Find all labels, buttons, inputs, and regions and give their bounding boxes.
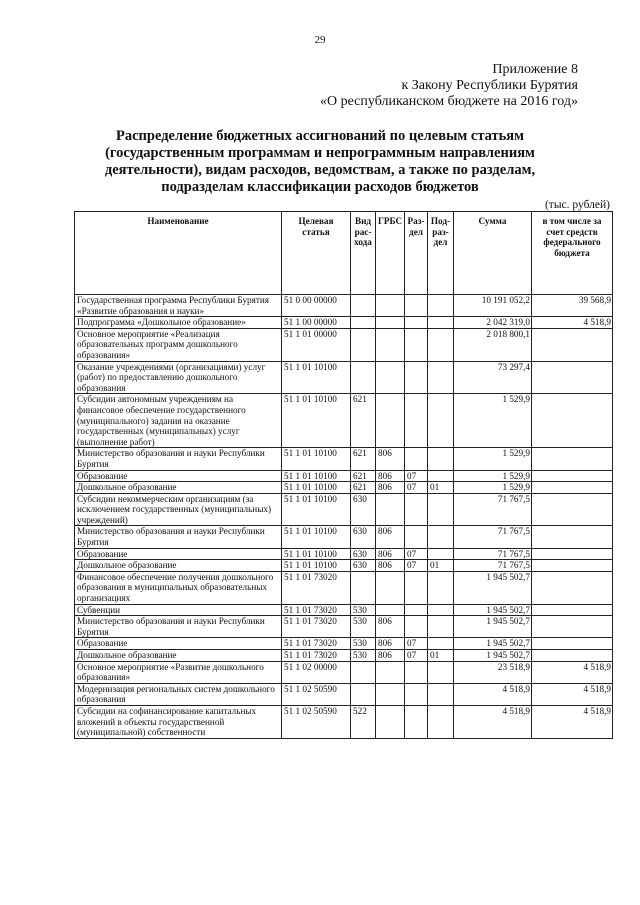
cell-subsection: [428, 328, 454, 361]
cell-grbs: 806: [376, 482, 405, 494]
cell-expense-type: 630: [351, 526, 376, 548]
cell-section: 07: [405, 482, 428, 494]
cell-section: [405, 604, 428, 616]
table-row: [75, 683, 613, 705]
col-header-section: Раз-дел: [405, 212, 428, 295]
cell-target: 51 1 02 50590: [282, 683, 351, 705]
cell-section: [405, 571, 428, 604]
cell-subsection: [428, 526, 454, 548]
cell-sum: 71 767,5: [454, 526, 532, 548]
cell-target: 51 1 01 10100: [282, 526, 351, 548]
cell-grbs: 806: [376, 616, 405, 638]
cell-expense-type: 630: [351, 548, 376, 560]
cell-federal: [532, 482, 613, 494]
cell-sum: 10 191 052,2: [454, 295, 532, 317]
cell-section: 07: [405, 650, 428, 662]
cell-sum: 1 945 502,7: [454, 571, 532, 604]
cell-subsection: 01: [428, 650, 454, 662]
table-row: [75, 361, 613, 394]
cell-federal: 4 518,9: [532, 705, 613, 738]
cell-target: 51 1 01 73020: [282, 650, 351, 662]
cell-section: [405, 661, 428, 683]
table-row: [75, 295, 613, 317]
cell-name: Дошкольное образование: [75, 650, 282, 662]
cell-section: [405, 448, 428, 470]
cell-name: Субсидии на софинансирование капитальных вложений в объекты государственной (муниципальной) собственности: [75, 705, 282, 738]
cell-name: Министерство образования и науки Республики Бурятия: [75, 616, 282, 638]
cell-grbs: [376, 328, 405, 361]
cell-grbs: [376, 571, 405, 604]
table-row: [75, 571, 613, 604]
cell-target: 51 1 01 10100: [282, 548, 351, 560]
cell-federal: [532, 361, 613, 394]
cell-name: Основное мероприятие «Развитие дошкольного образования»: [75, 661, 282, 683]
cell-subsection: 01: [428, 560, 454, 572]
cell-federal: [532, 560, 613, 572]
cell-expense-type: [351, 317, 376, 329]
cell-federal: [532, 493, 613, 526]
col-header-federal: в том числе за счет средств федерального бюджета: [532, 212, 613, 295]
cell-federal: 4 518,9: [532, 661, 613, 683]
table-row: [75, 604, 613, 616]
cell-section: [405, 328, 428, 361]
table-row: [75, 560, 613, 572]
document-title: Распределение бюджетных ассигнований по целевым статьям (государственным программам и непрограммным направлениям деятельности), видам расходов, ведомствам, а также по разделам, подразделам классификации расходов бюджетов: [104, 128, 536, 195]
cell-grbs: [376, 604, 405, 616]
cell-subsection: [428, 705, 454, 738]
cell-grbs: 806: [376, 470, 405, 482]
cell-sum: 23 518,9: [454, 661, 532, 683]
cell-sum: 4 518,9: [454, 683, 532, 705]
cell-sum: 1 945 502,7: [454, 650, 532, 662]
cell-subsection: [428, 493, 454, 526]
cell-federal: 4 518,9: [532, 683, 613, 705]
cell-federal: 4 518,9: [532, 317, 613, 329]
cell-name: Субсидии автономным учреждениям на финансовое обеспечение государственного (муниципального) задания на оказание государственных (муниципальных) услуг (выполнение работ): [75, 394, 282, 448]
cell-target: 51 1 01 10100: [282, 560, 351, 572]
table-row: [75, 650, 613, 662]
cell-target: 51 1 01 73020: [282, 571, 351, 604]
cell-federal: [532, 328, 613, 361]
appendix-line-1: Приложение 8: [492, 62, 578, 77]
appendix-line-3: «О республиканском бюджете на 2016 год»: [320, 94, 578, 109]
cell-section: 07: [405, 470, 428, 482]
cell-sum: 1 529,9: [454, 470, 532, 482]
cell-expense-type: 530: [351, 604, 376, 616]
cell-federal: [532, 394, 613, 448]
page-number: 29: [314, 34, 326, 46]
cell-target: 51 1 02 50590: [282, 705, 351, 738]
cell-federal: [532, 470, 613, 482]
col-header-sum: Сумма: [454, 212, 532, 295]
cell-sum: 1 945 502,7: [454, 604, 532, 616]
cell-expense-type: 621: [351, 470, 376, 482]
col-header-grbs: ГРБС: [376, 212, 405, 295]
cell-expense-type: [351, 661, 376, 683]
cell-sum: 1 529,9: [454, 394, 532, 448]
cell-subsection: [428, 361, 454, 394]
table-row: [75, 548, 613, 560]
cell-subsection: 01: [428, 482, 454, 494]
cell-section: [405, 683, 428, 705]
cell-name: Образование: [75, 470, 282, 482]
cell-name: Государственная программа Республики Бурятия «Развитие образования и науки»: [75, 295, 282, 317]
cell-target: 51 1 01 73020: [282, 604, 351, 616]
cell-grbs: [376, 493, 405, 526]
cell-grbs: 806: [376, 638, 405, 650]
cell-section: [405, 394, 428, 448]
cell-expense-type: 630: [351, 493, 376, 526]
cell-name: Финансовое обеспечение получения дошкольного образования в муниципальных образовательных организациях: [75, 571, 282, 604]
table-row: [75, 705, 613, 738]
cell-grbs: [376, 317, 405, 329]
units-label: (тыс. рублей): [544, 199, 610, 211]
cell-subsection: [428, 604, 454, 616]
cell-subsection: [428, 470, 454, 482]
cell-target: 51 1 01 00000: [282, 328, 351, 361]
cell-sum: 1 945 502,7: [454, 616, 532, 638]
cell-name: Подпрограмма «Дошкольное образование»: [75, 317, 282, 329]
cell-subsection: [428, 638, 454, 650]
cell-target: 51 1 01 73020: [282, 638, 351, 650]
cell-target: 51 1 02 00000: [282, 661, 351, 683]
cell-grbs: 806: [376, 448, 405, 470]
cell-grbs: [376, 361, 405, 394]
table-row: [75, 493, 613, 526]
cell-grbs: 806: [376, 548, 405, 560]
cell-expense-type: 530: [351, 650, 376, 662]
cell-name: Модернизация региональных систем дошкольного образования: [75, 683, 282, 705]
col-header-expense-type: Вид рас-хода: [351, 212, 376, 295]
cell-expense-type: 621: [351, 482, 376, 494]
cell-federal: [532, 638, 613, 650]
cell-section: 07: [405, 560, 428, 572]
cell-sum: 2 042 319,0: [454, 317, 532, 329]
table-header-row: [75, 212, 613, 295]
cell-subsection: [428, 448, 454, 470]
table-row: [75, 482, 613, 494]
table-row: [75, 526, 613, 548]
appendix-line-2: к Закону Республики Бурятия: [401, 78, 578, 93]
cell-federal: [532, 604, 613, 616]
cell-name: Министерство образования и науки Республики Бурятия: [75, 526, 282, 548]
cell-target: 51 1 01 10100: [282, 448, 351, 470]
cell-subsection: [428, 661, 454, 683]
cell-sum: 71 767,5: [454, 548, 532, 560]
cell-expense-type: 522: [351, 705, 376, 738]
cell-grbs: [376, 295, 405, 317]
table-body: [75, 295, 613, 739]
budget-table: [74, 211, 613, 739]
cell-federal: [532, 526, 613, 548]
cell-subsection: [428, 571, 454, 604]
cell-grbs: 806: [376, 526, 405, 548]
cell-name: Субсидии некоммерческим организациям (за исключением государственных (муниципальных) учреждений): [75, 493, 282, 526]
cell-subsection: [428, 317, 454, 329]
cell-expense-type: [351, 571, 376, 604]
cell-name: Дошкольное образование: [75, 560, 282, 572]
cell-name: Министерство образования и науки Республики Бурятия: [75, 448, 282, 470]
cell-expense-type: 621: [351, 394, 376, 448]
cell-section: [405, 361, 428, 394]
cell-sum: 4 518,9: [454, 705, 532, 738]
cell-grbs: [376, 394, 405, 448]
cell-target: 51 1 01 10100: [282, 470, 351, 482]
cell-grbs: 806: [376, 650, 405, 662]
cell-federal: [532, 616, 613, 638]
table-row: [75, 317, 613, 329]
col-header-subsection: Под-раз-дел: [428, 212, 454, 295]
cell-section: [405, 317, 428, 329]
cell-sum: 2 018 800,1: [454, 328, 532, 361]
cell-sum: 1 529,9: [454, 482, 532, 494]
cell-grbs: [376, 661, 405, 683]
cell-name: Образование: [75, 638, 282, 650]
cell-expense-type: [351, 361, 376, 394]
cell-section: [405, 526, 428, 548]
cell-section: [405, 705, 428, 738]
col-header-target: Целевая статья: [282, 212, 351, 295]
cell-name: Оказание учреждениями (организациями) услуг (работ) по предоставлению дошкольного образования: [75, 361, 282, 394]
cell-sum: 1 945 502,7: [454, 638, 532, 650]
cell-target: 51 1 01 10100: [282, 394, 351, 448]
cell-sum: 73 297,4: [454, 361, 532, 394]
cell-subsection: [428, 548, 454, 560]
cell-subsection: [428, 683, 454, 705]
table-row: [75, 470, 613, 482]
cell-expense-type: 630: [351, 560, 376, 572]
cell-name: Субвенции: [75, 604, 282, 616]
cell-sum: 71 767,5: [454, 560, 532, 572]
cell-expense-type: 530: [351, 616, 376, 638]
cell-federal: [532, 548, 613, 560]
appendix-block: [320, 62, 578, 110]
cell-subsection: [428, 295, 454, 317]
table-row: [75, 448, 613, 470]
table-row: [75, 394, 613, 448]
cell-name: Основное мероприятие «Реализация образовательных программ дошкольного образования»: [75, 328, 282, 361]
cell-subsection: [428, 616, 454, 638]
cell-target: 51 1 00 00000: [282, 317, 351, 329]
table-row: [75, 661, 613, 683]
cell-sum: 1 529,9: [454, 448, 532, 470]
cell-section: 07: [405, 548, 428, 560]
cell-sum: 71 767,5: [454, 493, 532, 526]
cell-expense-type: 530: [351, 638, 376, 650]
cell-section: 07: [405, 638, 428, 650]
cell-expense-type: [351, 683, 376, 705]
cell-target: 51 1 01 10100: [282, 482, 351, 494]
cell-section: [405, 295, 428, 317]
cell-target: 51 1 01 10100: [282, 493, 351, 526]
cell-grbs: [376, 705, 405, 738]
cell-expense-type: [351, 295, 376, 317]
table-row: [75, 638, 613, 650]
cell-subsection: [428, 394, 454, 448]
cell-federal: [532, 571, 613, 604]
cell-section: [405, 616, 428, 638]
table-row: [75, 328, 613, 361]
cell-grbs: 806: [376, 560, 405, 572]
cell-federal: 39 568,9: [532, 295, 613, 317]
col-header-name: Наименование: [75, 212, 282, 295]
cell-target: 51 1 01 73020: [282, 616, 351, 638]
cell-federal: [532, 448, 613, 470]
cell-expense-type: [351, 328, 376, 361]
cell-target: 51 1 01 10100: [282, 361, 351, 394]
cell-name: Дошкольное образование: [75, 482, 282, 494]
cell-grbs: [376, 683, 405, 705]
cell-target: 51 0 00 00000: [282, 295, 351, 317]
cell-expense-type: 621: [351, 448, 376, 470]
table-row: [75, 616, 613, 638]
cell-name: Образование: [75, 548, 282, 560]
cell-federal: [532, 650, 613, 662]
cell-section: [405, 493, 428, 526]
